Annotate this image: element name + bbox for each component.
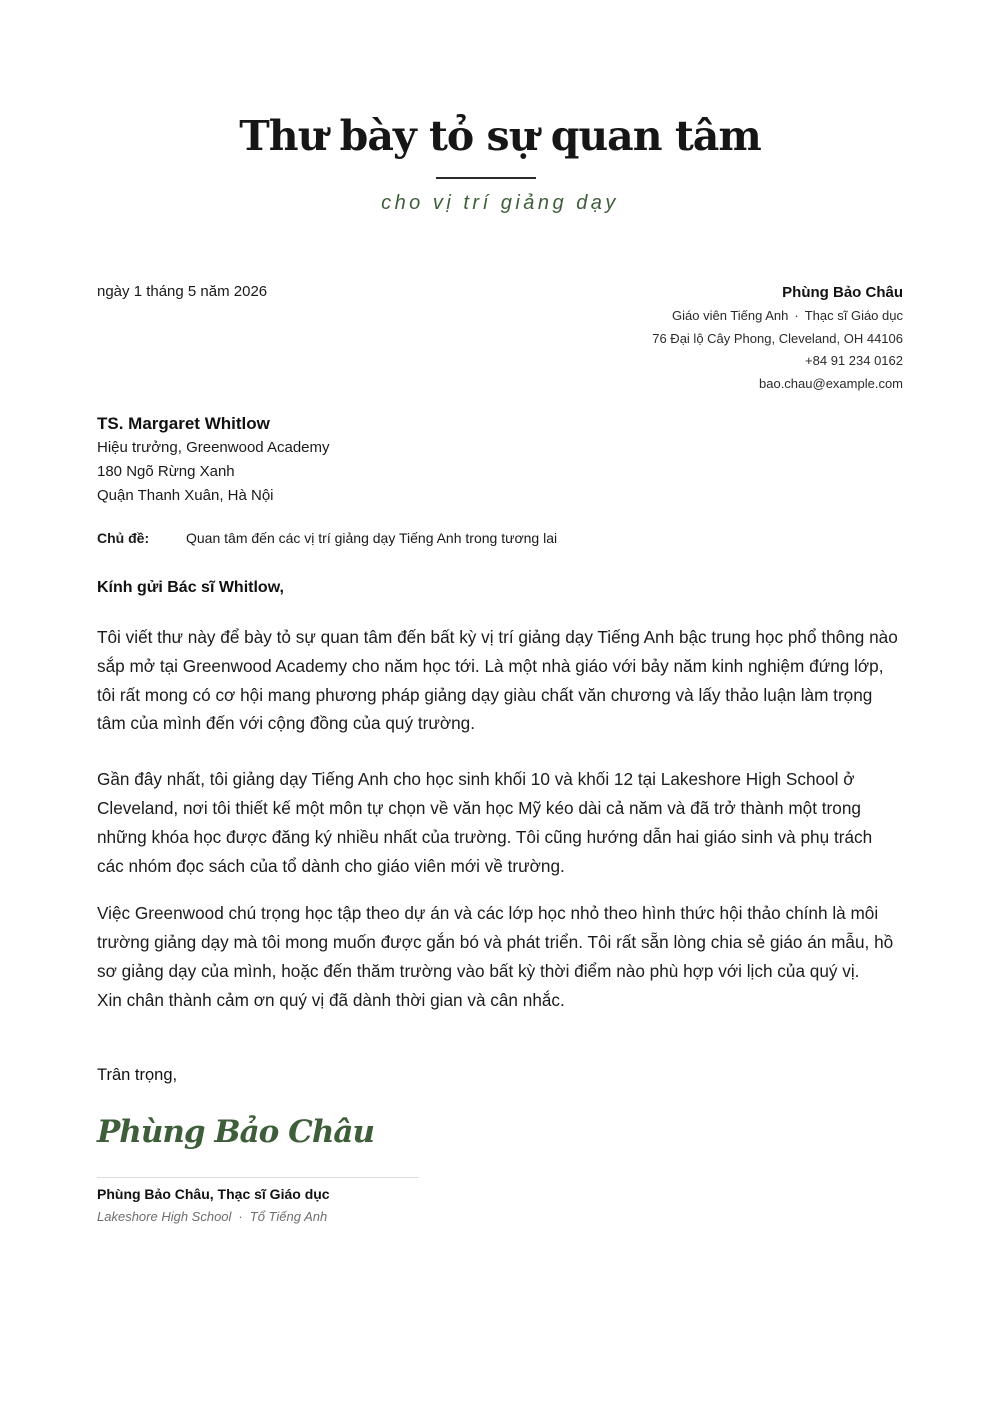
signature-department: Tổ Tiếng Anh — [249, 1209, 328, 1224]
closing: Trân trọng, — [97, 1066, 178, 1084]
recipient-title: Hiệu trưởng, Greenwood Academy — [97, 439, 330, 456]
signature-separator: · — [238, 1209, 243, 1224]
letter-subtitle: cho vị trí giảng dạy — [381, 192, 619, 214]
subject-line — [97, 530, 557, 546]
recipient-street: 180 Ngõ Rừng Xanh — [97, 463, 235, 480]
sender-block — [652, 284, 903, 395]
recipient-block — [97, 412, 330, 508]
sender-credentials — [652, 305, 903, 328]
title-divider — [436, 177, 536, 179]
subject-label: Chủ đề: — [97, 530, 150, 546]
sender-email: bao.chau@example.com — [759, 375, 903, 391]
sender-separator: · — [794, 308, 799, 323]
signature-divider — [97, 1177, 419, 1178]
body-paragraph: Tôi viết thư này để bày tỏ sự quan tâm đến bất kỳ vị trí giảng dạy Tiếng Anh bậc trung học phổ thông nào sắp mở tại Greenwood Academy cho năm học tới. Là một nhà giáo với bảy năm kinh nghiệm đứng lớp, tôi rất mong có cơ hội mang phương pháp giảng dạy giàu chất văn chương và lấy thảo luận làm trọng tâm của mình đến với cộng đồng của quý trường. — [97, 627, 898, 734]
subject-text: Quan tâm đến các vị trí giảng dạy Tiếng Anh trong tương lai — [186, 530, 558, 546]
sender-degree: Thạc sĩ Giáo dục — [804, 308, 903, 323]
body-paragraph: Gần đây nhất, tôi giảng dạy Tiếng Anh cho học sinh khối 10 và khối 12 tại Lakeshore High School ở Cleveland, nơi tôi thiết kế một môn tự chọn về văn học Mỹ kéo dài cả năm và đã trở thành một trong những khóa học được đăng ký nhiều nhất của trường. Tôi cũng hướng dẫn hai giáo sinh và phụ trách các nhóm đọc sách của tổ dành cho giáo viên mới về trường. — [97, 769, 873, 876]
recipient-name: TS. Margaret Whitlow — [97, 414, 270, 433]
letter-title: Thư bày tỏ sự quan tâm — [239, 112, 761, 160]
body-paragraph: Việc Greenwood chú trọng học tập theo dự án và các lớp học nhỏ theo hình thức hội thảo chính là môi trường giảng dạy mà tôi mong muốn được gắn bó và phát triển. Tôi rất sẵn lòng chia sẻ giáo án mẫu, hồ sơ giảng dạy của mình, hoặc đến thăm trường vào bất kỳ thời điểm nào phù hợp với lịch của quý vị. — [97, 903, 894, 981]
body-paragraph: Xin chân thành cảm ơn quý vị đã dành thời gian và cân nhắc. — [97, 989, 565, 1010]
letter-date: ngày 1 tháng 5 năm 2026 — [97, 283, 268, 300]
sender-name: Phùng Bảo Châu — [782, 284, 903, 301]
sender-address: 76 Đại lộ Cây Phong, Cleveland, OH 44106 — [652, 330, 903, 346]
signature-full-name: Phùng Bảo Châu, Thạc sĩ Giáo dục — [97, 1186, 330, 1202]
sender-role: Giáo viên Tiếng Anh — [672, 308, 789, 323]
letter-body — [97, 623, 903, 1015]
signature-script: Phùng Bảo Châu — [97, 1114, 374, 1150]
salutation: Kính gửi Bác sĩ Whitlow, — [97, 579, 284, 596]
signature-affiliation — [97, 1209, 327, 1224]
sender-phone: +84 91 234 0162 — [805, 353, 903, 368]
recipient-city: Quận Thanh Xuân, Hà Nội — [97, 487, 274, 504]
signature-school: Lakeshore High School — [97, 1209, 232, 1224]
